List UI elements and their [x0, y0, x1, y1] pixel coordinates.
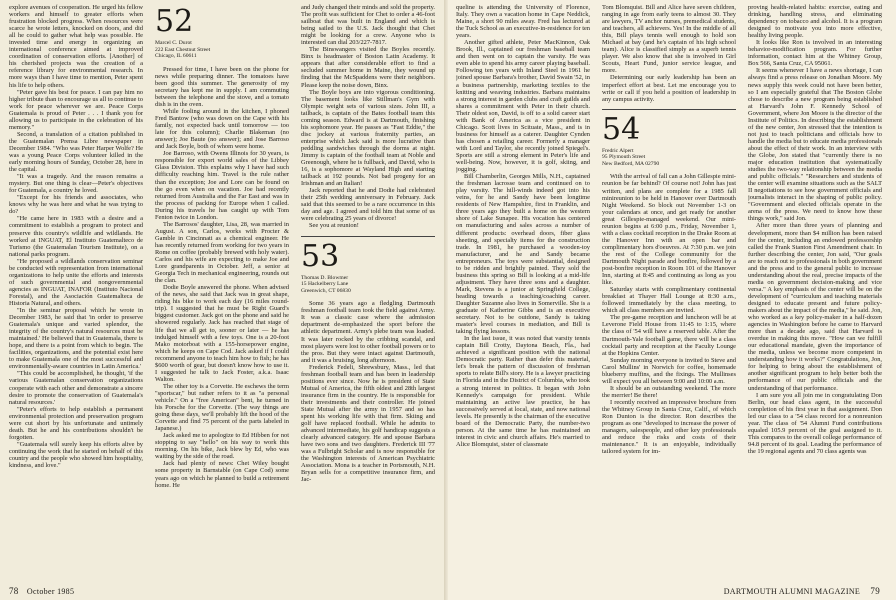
column-6 — [748, 4, 882, 455]
address-line: New Bedford, MA 02790 — [602, 160, 660, 167]
paragraph: Dodie Boyle answered the phone. When advised of the news, she said that Jack was in great shape, riding his bike to work each day (16 miles round-trip). I suggested that he must be Right Guard's biggest customer. Jack got on the phone and said he showered regularly. Jack has reached that stage of life that we all get to, sooner or later — he has indulged himself with a few toys. One is a 20-foot Mako motorboat with a 155-horsepower engine, which he keeps on Cape Cod. Jack asked if I could recommend anyone to teach him how to fish; he has $600 worth of gear, but doesn't know how to use it. I suggested he talk to Jack Foster, a.k.a. Isaac Walton. — [155, 284, 289, 383]
paragraph: "In the seminar proposal which he wrote in December 1983, he said that 'in order to preserve Guatemala's unique and varied splendor, the integrity of the country's natural resources must be maintained.' He believed that in Guatemala, there is hope, and there is a point from which to begin. The facilities, organizations, and the potential exist here to make Guatemala one of the most successful and environmentally-aware countries in Latin America.' — [9, 307, 143, 371]
address-line: Fredric Alpert — [602, 147, 634, 154]
right-page — [448, 0, 896, 600]
address-line: 95 Plymouth Street — [602, 154, 646, 161]
magazine-title: DARTMOUTH ALUMNI MAGAZINE — [723, 587, 861, 596]
class-53-notes-end — [602, 4, 736, 103]
issue-date: October 1985 — [26, 587, 75, 596]
paragraph: It looks like Ron is involved in an interesting behavior-modification program. For further information, contact him at the Whitney Group, Box 566, Santa Cruz, CA 95061. — [748, 39, 882, 68]
address-line: Greenwich, CT 06830 — [301, 287, 351, 294]
class-secretary-address-53 — [301, 275, 435, 295]
column-5 — [602, 4, 736, 455]
left-page-footer — [9, 586, 74, 596]
paragraph: The Binswangers visited the Boyles recently. Binx is headmaster of Boston Latin Academy. It appears that after considerable effort to find a secluded summer home in Maine, they wound up finding that the McSpaddens were their neighbors. Please keep the noise down, Binx. — [301, 46, 435, 89]
paragraph: The other toy is a Corvette. He eschews the term "sportscar," but rather refers to it as "a personal vehicle." On a "free American" bent, he turned in his Porsche for the Corvette. (The way things are going these days, we'll probably lift the hood of the Corvette and find 75 percent of the parts labeled in Japanese.) — [155, 382, 289, 433]
paragraph: I am sure you all join me in congratulating Don Berlin, our head class agent, in the successful completion of his first year in that assignment. Don led our class to a '54 class record for a nonreunion year. The class of '54 Alumni Fund contributions equaled 105.9 percent of the goal assigned to it. This compares to the overall college performance of 94.8 percent of its goal. Leading the performance of the 19 regional agents and 70 class agents was — [748, 391, 882, 455]
paragraph: After more than three years of planning and development, more than $4 million has been raised for the center, including an endowed professorship called the Frank Stanton First Amendment chair. In further describing the center, Jon said, "Our goals are to reach out to professionals in both government and the press and to the general public to increase understanding about the real, precise impacts of the media on government decision-making and vice versa." A key emphasis of the center will be on the development of "curriculum and teaching materials designed to educate present and future policy-makers about the impact of the media," he said. Jon, who worked as a key policy-maker in a half-dozen agencies in Washington before he came to Harvard more than a decade ago, said that Harvard is overdue in making this move. "How can we fulfill our educational mandate, given the importance of the media, unless we become more competent in understanding how it works?" Congratulations, Jon, for helping to bring about the establishment of another significant program to help better both the performance of our public officials and the understanding of that performance. — [748, 222, 882, 392]
paragraph: The Barrosos' daughter, Lisa, 28, was married in August. A son, Carlos, works with Procter & Gamble in Cincinnati as a chemical engineer. He has recently returned from working for two years in Rome on coffee (probably brewed with holy water). Carlos and his wife are expecting to make Joe and Lore grandparents in October. Jeff, a senior at Georgia Tech in mechanical engineering, rounds out the clan. — [155, 220, 289, 285]
paragraph: Jack asked me to apologize to Ed Hibben for not stopping to say "hello" on his way to work this morning. On his bike, Jack blew by Ed, who was waiting by the side of the road. — [155, 432, 289, 461]
paragraph: The pre-game reception and luncheon will be at Leverone Field House from 11:45 to 1:15, where the class of '54 will have a reserved table. After the Dartmouth-Yale football game, there will be a class cocktail party and reception at the Faculty Lounge at the Hopkins Center. — [602, 314, 736, 357]
paragraph: With the arrival of fall can a John Gillespie mini-reunion be far behind? Of course not! John has just written, and plans are complete for a 1985 fall minireunion to be held in Hanover over Dartmouth Night Weekend. So block out November 1-3 on your calendars at once, and get ready for another great Gillespie-managed weekend. Our mini-reunion begins at 6:00 p.m., Friday, November 1, with a class cocktail reception in the Drake Room at the Hanover Inn with an open bar and complimentary hors d'oeuvres. At 7:30 p.m. we join the rest of the College community for the Dartmouth Night parade and bonfire, followed by a post-bonfire reception in Room 101 of the Hanover Inn, starting at 8:45 and continuing as long as you like. — [602, 173, 736, 287]
paragraph: Bill Chamberlin, Georges Mills, N.H., captained the freshman lacrosse team and continued on to play varsity. The hill-winds indeed got into his veins, for he and Sandy have been longtime residents of New Hampshire, first in Franklin, and three years ago they built a home on the western shore of Lake Sunapee. His vocation has centered on manufacturing and sales across a number of different products: overhead doors, fiber glass sheeting, and specialty items for the construction trade. In 1981, he purchased a wooden-toy manufacturer, and he and Sandy became entrepreneurs. The toys were substantial, designed to be ridden and brightly painted. They sold the business this spring so Bill is looking at a mid-life adjustment. They have three sons and a daughter. Mark, Stevens is a junior at Springfield College, heading towards a teaching/coaching career. Daughter Suzanne also lives in Somerville. She is a graduate of Katherine Gibbs and is an executive secretary. Not to be outdone, Sandy is taking master's level courses in mediation, and Bill is taking flying lessons. — [456, 173, 590, 336]
class-53-notes — [301, 300, 435, 483]
address-line: 15 Hackelberry Lane — [301, 281, 349, 288]
paragraph: Determining our early leadership has been an imperfect effort at best. Let me encourage you to write or call if you held a position of leadership in any campus activity. — [602, 74, 736, 103]
paragraph: "Except for his friends and associates, who knows why he was here and what he was trying to do? — [9, 194, 143, 216]
right-page-footer — [724, 586, 886, 596]
paragraph: See you at reunion! — [309, 222, 359, 230]
class-number-54: 54 — [602, 111, 641, 147]
class-secretary-address-54 — [602, 148, 736, 168]
paragraph: Pressed for time, I have been on the phone for news while preparing dinner. The tomatoes have been good this summer. The generosity of my secretary has kept me in supply. I am commuting between the telephone and the stove, and a tomato dish is in the oven. — [155, 65, 289, 109]
paragraph: and Judy changed their minds and sold the property. The profit was sufficient for Chet to order a 46-foot sailboat that was built in England and which is being sailed to the U.S. Jack thought that Chet might be looking for a crew. Anyone who is interested can dial 203/227-7817. — [301, 4, 435, 47]
class-52-notes-continued — [301, 4, 435, 230]
address-line: Thomas D. Blowmer — [301, 274, 349, 281]
paragraph: While fooling around in the kitchen, I phoned Fred Bantow (who was down on the Cape with his family, not expected back until tomorrow — too late for this column); Charlie Blakeman (no answer); Joe Baute (no answer); and Jose Barroso and Jack Boyle, both of whom were home. — [155, 108, 289, 151]
paragraph: Jack had plenty of news: Chet Wiley bought some property in Barnstable (on Cape Cod) some years ago on which he planned to build a retirement home. He — [155, 460, 289, 489]
address-line: Marcel C. Durot — [155, 40, 192, 46]
paragraph: I recently received an impressive brochure from the Whitney Group in Santa Cruz, Calif., of which Ron Dunton is the director. Ron describes the program as one "developed to increase the power of managers, salespeople, and other key professionals and reduce the risks and costs of their maintenance." It is an enjoyable, individually tailored system for im- — [602, 398, 736, 456]
paragraph: "Peter gave his best for peace. I can pay him no higher tribute than to encourage us all to continue to work for peace wherever we are. Peace Corps Guatemala is proud of Peter . . . I thank you for allowing us to participate in the celebration of his memory." — [9, 88, 143, 131]
paragraph: explore avenues of cooperation. He urged his fellow workers and himself to greater efforts when frustration blocked progress. When resources were scarce he wrote letters, knocked on doors, and did all he could to gather what help was possible. He invested time and energy in organizing an international conference aimed at improved coordination of conservation efforts. [Another] of his cherished projects was the creation of a reference library for environmental research. In more ways than I have time to mention, Peter spent his life to help others. — [9, 4, 143, 89]
paragraph: Saturday starts with complimentary continental breakfast at Thayer Hall Lounge at 8:30 a.m., followed immediately by the class meeting, to which all class members are invited. — [602, 286, 736, 315]
paragraph: Frederick Fedeli, Shrewsbury, Mass., led that freshman football team and has been in leadership positions ever since. Now he is president of State Mutual of America, the fifth oldest and 28th largest insurance firm in the country. He is responsible for their investments and their controller. He joined State Mutual after the army in 1957 and so has spent his working life with that firm. Skiing and golf have replaced football. While he admits to advanced intermediate, his golf handicap suggests a clearly advanced category. He and spouse Barbara have two sons and two daughters. Frederick III '77 was a Fulbright Scholar and is now responsible for the Washington interests of American Psychiatric Association. Mona is a teacher in Portsmouth, N.H. Bryan sells for a competitive insurance firm, and Jac- — [301, 363, 435, 484]
paragraph: Joe Barroso, with Owens Illinois for 30 years, is responsible for export world sales of the Libbey Glass Division. This explains why I have had such difficulty reaching him. Travel is the rule rather than the exception; Joe and Lore can be found on the go even when on vacation. Joe had recently returned from Australia and the Far East and was in the process of packing for Europe when I called. During his travels he has caught up with Tom Fenton twice in London. — [155, 150, 289, 221]
page-number: 78 — [9, 586, 19, 596]
paragraph: Some 36 years ago a fledgling Dartmouth freshman football team took the field against Army. It was a classic case where the admission department de-emphasized the sport before the athletic department. Army's plebe team was loaded. It was later rocked by the cribbing scandal, and most players were lost to other football powers or to the pros. But they were intact against Dartmouth, and it was a bruising, long afternoon. — [301, 300, 435, 364]
paragraph: "This could be accomplished, he thought, 'if the various Guatemalan conservation organizations cooperate with each other and demonstrate a sincere desire to promote the conservation of Guatemala's natural resources.' — [9, 370, 143, 406]
address-line: 222 East Chestnut Street — [155, 46, 211, 53]
paragraph: "He came here in 1983 with a desire and a commitment to establish a program to protect and preserve this country's wildlife and wildlands. He worked at INGUAT, El Instituto Guatemalteco de Turismo (the Guatemalan Tourism Institute), on a national parks program. — [9, 215, 143, 258]
column-2 — [155, 4, 289, 489]
paragraph: proving health-related habits: exercise, eating and drinking, handling stress, and eliminating dependency on tobacco and alcohol. It is a program designed to motivate you into more effective, healthy living people. — [748, 4, 882, 40]
paragraph: "It was a tragedy. And the reason remains a mystery. But one thing is clear—Peter's objectives for Guatemala, a country he loved. — [9, 173, 143, 195]
class-52-notes — [155, 66, 289, 489]
class-54-notes — [602, 173, 736, 455]
paragraph: "He proposed a wildlands conservation seminar be conducted with representation from international organizations to help unite the efforts and interests of such governmental and nongovernmental agencies as INGUAT, INAFOR (Instituto Nacional Forestal), and the Asociación Guatemalteca de Historia Natural, and others. — [9, 257, 143, 307]
paragraph: It should be an outstanding weekend. The more the merrier! Be there! — [602, 384, 736, 399]
paragraph: Sunday morning everyone is invited to Steve and Carol Mullins' in Norwich for coffee, homemade blueberry muffins, and the fixings. The Mullinses will expect you all between 9:00 and 10:00 a.m. — [602, 356, 736, 385]
column-3 — [301, 4, 435, 484]
paragraph: Second, a translation of a citation published in the Guatemalan Prensa Libre newspaper in December 1984. "Who was Peter Harper Wolfe? He was a young Peace Corps volunteer killed in the early morning hours of Sunday, October 28, here in the capital. — [9, 130, 143, 174]
paragraph: Jack reported that he and Dodie had celebrated their 25th wedding anniversary in February. Jack said that this seemed to be a rare occurrence in this day and age. I agreed and told him that some of us were celebrating 25 years of divorce! — [301, 187, 435, 223]
column-1 — [9, 4, 143, 469]
class-number-52: 52 — [155, 4, 194, 39]
paragraph: queline is attending the University of Florence, Italy. They own a vacation home in Cape Neddick, Maine, a short 90 miles away. Fred has lectured at the Tuck School as an executive-in-residence for ten years. — [456, 4, 590, 40]
paragraph: "Peter's efforts to help establish a permanent environmental protection and preservation program were cut short by his unfortunate and untimely death. But he and his contributions shouldn't be forgotten. — [9, 405, 143, 441]
column-4 — [456, 4, 590, 448]
section-divider — [301, 236, 435, 237]
paragraph: "Guatemala will surely keep his efforts alive by continuing the work that he started on behalf of this country and the people who showed him hospitality, kindness, and love." — [9, 440, 143, 470]
class-secretary-address-52 — [155, 40, 289, 60]
paragraph: It seems whenever I have a news shortage, I can always find a press release on Jonathan Moore. My news supply this week could not have been better, so I am especially grateful that The Boston Globe chose to describe a new program being established at Harvard's John F. Kennedy School of Government, where Jon Moore is the director of the Institute of Politics. In describing the establishment of the new center, Jon stressed that the intention is not just to teach politicians and officials how to handle the media but to educate media professionals about the effect of their work. In an interview with the Globe, Jon stated that "currently there is no major education institution that systematically studies the two-way relationship between the media and public officials." "Researchers and students of the center will examine situations such as the SALT II negotiations to see how government officials and journalists interact in the shaping of public policy. "Government and elected officials operate in the arena of the press. We need to know how these things work," said Jon. — [748, 67, 882, 223]
paragraph: Another gifted athlete, Peter MacKinnon, Oak Brook, Ill., captained our freshman baseball team and then went on to captain the varsity. He was even able to spend his army career playing baseball. Following ten years with Inland Steel in 1961 he joined spouse Barbara's brother, David Swain '52, in a business partnership, marketing textiles to the knitting and weaving industries. Barbara maintains a strong interest in garden clubs and craft guilds and shares a commitment with Peter in their church. Their oldest son, David, is off to a solid career start with Bank of America as a vice president in Chicago. Scott lives in Scituate, Mass., and is in business for himself as a caterer. Daughter Cynden has chosen a retailing career. Formerly a manager with Lord and Taylor, she recently joined Spiegel's. Sports are still a strong element in Peter's life and well-being. Now, however, it is golf, skiing, and jogging. — [456, 39, 590, 174]
section-divider — [602, 109, 736, 110]
paragraph: Tom Blomquist. Bill and Alice have seven children, ranging in age from early teens to almost 30. They are lawyers, TV anchor nurses, premedical students, and teachers, all achievers. Yes! In the middle of all this, Bill plays tennis well enough to hold son Michael at bay (and he's captain of his high school team). Alice is classified simply as a superb tennis player. We also know that she is involved in Girl Scouts, Heart Fund, junior service league, and more. — [602, 4, 736, 75]
class-number-53: 53 — [301, 238, 340, 274]
address-line: Chicago, IL 60611 — [155, 53, 197, 60]
paragraph: In the last issue, it was noted that varsity tennis captain Bill Crotty, Daytona Beach, Fla., had achieved a significant position with the national Democratic party. Rather than defer this material, let's break the pattern of discussion of freshman sports to relate Bill's story. He is a lawyer practicing in Florida and in the District of Columbia, who took a strong interest in politics. It began with John Kennedy's campaign for president. While maintaining an active law practice, he has successively served at local, state, and now national levels. He presently is the chairman of the executive board of the Democratic Party, the number-two person. At the same time he has maintained an interest in civic and church affairs. He's married to Alice Blomquist, sister of classmate — [456, 335, 590, 448]
page-number: 79 — [870, 586, 880, 596]
paragraph: The Boyle boys are into vigorous conditioning. The basement looks like Stillman's Gym with Olympic weight sets of various sizes. John III, a tailback, is captain of the Bates football team this coming season. Edward is at Dartmouth, finishing his sophomore year. He passes as "Fast Eddie," the disc jockey at various fraternity parties, an enterprise which Jack said is more lucrative than peddling sandwiches through the dorms at night. Jimmy is captain of the football team at Noble and Greenough, where he is fullback, and David, who is 16, is a sophomore at Wayland High and starting tailback at 192 pounds. Not bad progeny for an Irishman and an Italian! — [301, 88, 435, 188]
